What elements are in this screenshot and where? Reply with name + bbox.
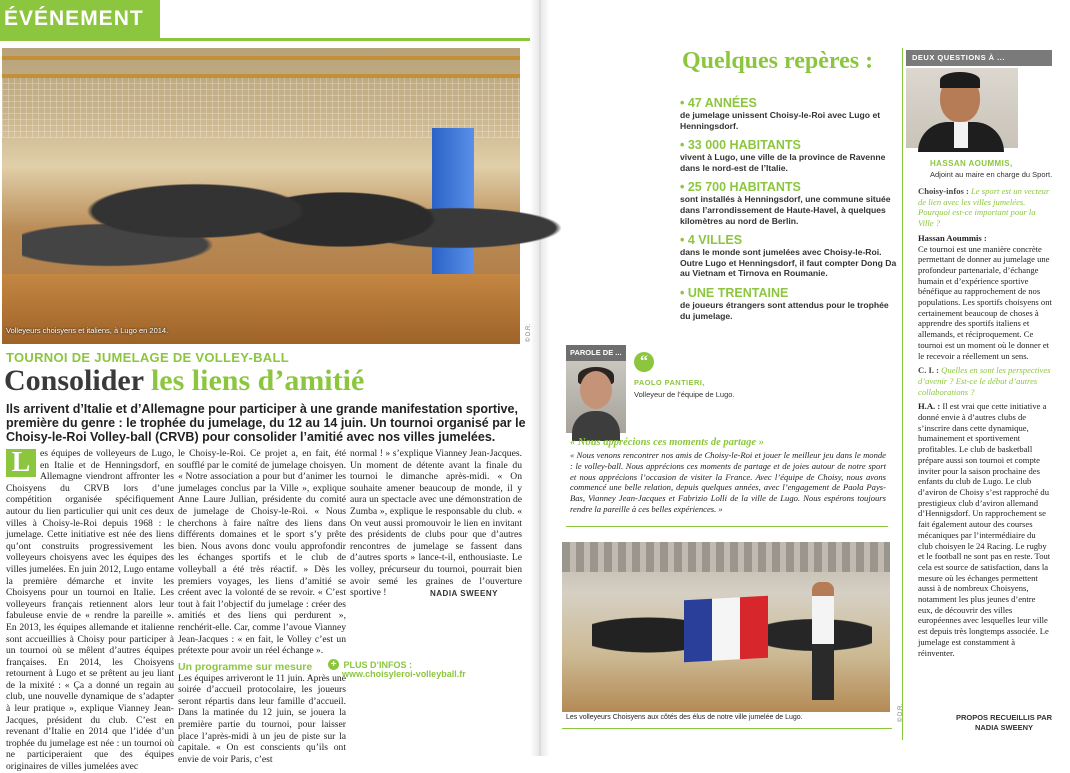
- repere-text: vivent à Lugo, une ville de la province de Ravenne dans le nord-est de l’Italie.: [680, 152, 886, 173]
- headline-dark-part: Consolider: [4, 364, 144, 397]
- quote-icon: “: [634, 352, 654, 372]
- flag-team-photo: [562, 542, 890, 712]
- body-column-3: normal ! » s’explique Vianney Jean-Jacques. Un moment de détente avant la finale du tournoi le dimanche après-midi. « On souhaite amener beaucoup de monde, il y aura un spectacle avec une démonstration de Zumba », explique le responsable du club. « On veut aussi promouvoir le lien en invitant des présidents de clubs pour que d’autres rencontres de jumelage se fassent dans d’autres sports » lance-t-il, enthousiaste. Le volley, précurseur du tournoi, pourrait bien avoir semé les graines de l’ouverture sportive !: [350, 448, 522, 599]
- reperes-title: Quelques repères :: [682, 48, 874, 74]
- question-label: Choisy-infos :: [918, 186, 969, 196]
- body-text-2b: Les équipes arriveront le 11 juin. Après une soirée d’accueil protocolaire, les joueurs seront répartis dans leur famille d’accueil. Dans la matinée du 12 juin, se jouera la première partie du tournoi, pour laisser place l’après-midi à un jeu de piste sur la capitale. « On est conscients qu’ils ont envie de voir Paris, c’est: [178, 672, 346, 765]
- rubric-rule: [0, 38, 540, 41]
- interview-text: [918, 186, 1052, 731]
- article-lead: Ils arrivent d’Italie et d’Allemagne pour participer à une grande manifestation sportive, première du genre : le trophée du jumelage, du 12 au 14 juin. Un tournoi organisé par le Choisy-le-Roi Volley-ball (CRVB) pour consolider l’amitié avec nos villes jumelées.: [6, 402, 526, 444]
- repere-item: [680, 180, 900, 226]
- divider: [562, 728, 892, 729]
- answer-label: Hassan Aoummis :: [918, 232, 987, 243]
- player-role: Volleyeur de l’équipe de Lugo.: [634, 390, 735, 399]
- question-label: C. I. :: [918, 365, 940, 376]
- interviewee-portrait: [906, 68, 1018, 148]
- club-website-link[interactable]: www.choisyleroi-volleyball.fr: [342, 669, 466, 679]
- body-column-2: [178, 448, 346, 765]
- question-1: Le sport est un vecteur de lien avec les villes jumelées. Pourquoi est-ce important pour la Ville ?: [918, 186, 1050, 229]
- quote-headline: « Nous apprécions ces moments de partage »: [570, 437, 764, 448]
- drop-cap: L: [6, 449, 36, 477]
- repere-text: de jumelage unissent Choisy-le-Roi avec Lugo et Henningsdorf.: [680, 110, 881, 131]
- photo-credit: © D.R.: [526, 323, 533, 343]
- answer-label: H.A. :: [918, 401, 941, 412]
- page-gutter: [530, 0, 550, 756]
- photo-credit: © D.R.: [898, 703, 905, 723]
- team-group-photo: [2, 48, 520, 344]
- answer-2: Il est vrai que cette initiative a donné envie à d’autres clubs de s’inscrire dans cette dynamique, humainement et sportivement profitables. Le club de basketball prépare aussi son tournoi et compte inviter pour la saison prochaine des enfants du club de Lugo. Le club d’aviron de Choisy s’est rapproché du prestigieux club d’aviron allemand d’Hennigsdorf. Un rapprochement se fait également autour des courses mécaniques par l’intermédiaire du club choisyen le 24 Racing. Le rugby et le football ne sont pas en reste. Tout cela est source de satisfaction, dans la mesure où les échanges permettent aussi à de nombreux Choisyens, notamment les plus jeunes d’entre eux, de découvrir des villes européennes avec lesquelles leur ville est depuis très longtemps associée. Le jumelage est constamment à réinventer.: [918, 401, 1051, 658]
- repere-figure: • 4 VILLES: [680, 233, 743, 248]
- author-signature: NADIA SWEENY: [430, 589, 498, 598]
- body-text-1: es équipes de volleyeurs de Lugo, en Italie et de Henningsdorf, en Allemagne viendront affronter les Choisyens du CRVB lors d’une compétition organisée spécifiquement autour du lien particulier qui unit ces deux villes à Choisy-le-Roi depuis 1968 : le jumelage. Cette initiative est née des liens qu’ont construits progressivement les volleyeurs choisyens avec les équipes des villes jumelées. En juin 2012, Lugo entame la première démarche et invite les Choisyens pour un tournoi en Italie. Les volleyeurs français retiennent alors leur fabuleuse envie de « rendre la pareille ». En 2013, les équipes allemande et italienne sont accueillies à Choisy pour participer à un tournoi où se mêlent d’autres équipes françaises. En 2014, les Choisyens retournent à Lugo et se prêtent au jeu liant de la mixité : « Ça a donné un regain au club, une nouvelle dynamique de s’adapter à leur pratique », explique Vianney Jean-Jacques, président du club. C’est en revenant d’Italie en 2014 que l’idée d’un trophée du jumelage est née : un tournoi où ne participeraient que des équipes originaires de villes jumelées avec: [6, 448, 174, 773]
- answer-1: Ce tournoi est une manière concrète permettant de donner au jumelage une profondeur partenariale, d’échange humain et d’expérience sportive bénéfique au rapprochement de nos populations. Les sportifs choisyens ont certainement beaucoup de choses à apprendre des sportifs italiens et allemands, et réciproquement. Ce tournoi est un moment où le donner et le recevoir a réellement un sens.: [918, 243, 1052, 361]
- repere-item: [680, 96, 900, 131]
- repere-item: [680, 286, 900, 321]
- player-portrait: [566, 361, 626, 433]
- repere-text: de joueurs étrangers sont attendus pour le trophée du jumelage.: [680, 299, 889, 321]
- repere-figure: • 25 700 HABITANTS: [680, 180, 801, 195]
- repere-figure: • UNE TRENTAINE: [680, 285, 789, 300]
- section-subhead: Un programme sur mesure: [178, 660, 313, 673]
- body-text-2a: le Choisy-le-Roi. Ce projet a, en fait, été soufflé par le comité de jumelage choisyen. « Notre association a pour but d’animer les jumelages conclus par la Ville », explique Anne Laure Jullian, présidente du comité de jumelage de Choisy-le-Roi. « Nous cherchons à faire naître des liens dans différents domaines et le sport s’y prête bien. Nous avons donc voulu approfondir les échanges sportifs et le club de volleyball a été très réactif. » Dès les premiers voyages, les liens d’amitié se créent avec la volonté de se revoir. « C’est tout à fait l’objectif du jumelage : créer des amitiés et des liens qui perdurent », renchérit-elle. Car, comme l’avoue Vianney Jean-Jacques : « en fait, le Volley c’est un prétexte pour avoir un réel échange ».: [178, 448, 346, 657]
- repere-figure: • 47 ANNÉES: [680, 96, 757, 110]
- section-rubric: ÉVÉNEMENT: [0, 0, 160, 38]
- repere-text: dans le monde sont jumelées avec Choisy-le-Roi. Outre Lugo et Henningsdorf, il faut compter Dong Da au Vietnam et Tirnova en Roumanie.: [680, 247, 897, 279]
- repere-item: [680, 233, 900, 279]
- headline-green-part: les liens d’amitié: [150, 364, 365, 397]
- player-name: PAOLO PANTIERI,: [634, 378, 705, 387]
- interview-header: DEUX QUESTIONS À ...: [906, 50, 1052, 66]
- reperes-list: [680, 96, 900, 328]
- parole-header: PAROLE DE ...: [566, 345, 626, 361]
- photo2-caption: Les volleyeurs Choisyens aux côtés des élus de notre ville jumelée de Lugo.: [566, 714, 803, 721]
- repere-text: sont installés à Henningsdorf, une commune située dans l’arrondissement de Haute-Havel, à quelques kilomètres au nord de Berlin.: [680, 194, 891, 226]
- main-photo-caption: Volleyeurs choisyens et italiens, à Lugo en 2014.: [6, 326, 169, 335]
- article-headline: [4, 364, 364, 398]
- question-2: Quelles en sont les perspectives d’avenir ? Est-ce le début d’autres collaborations ?: [918, 365, 1051, 397]
- body-column-1: [6, 447, 174, 773]
- repere-item: [680, 138, 900, 173]
- divider: [566, 526, 888, 527]
- repere-figure: • 33 000 HABITANTS: [680, 138, 801, 153]
- article-kicker: TOURNOI DE JUMELAGE DE VOLLEY-BALL: [6, 350, 289, 365]
- interviewee-role: Adjoint au maire en charge du Sport.: [930, 170, 1053, 179]
- interview-signature: PROPOS RECUEILLIS PAR NADIA SWEENY: [955, 713, 1053, 732]
- interviewee-name: HASSAN AOUMMIS,: [930, 159, 1013, 168]
- quote-text: « Nous venons rencontrer nos amis de Choisy-le-Roi et jouer le meilleur jeu dans le monde : le volley-ball. Nous apprécions ces moments de partage et de joies autour de notre sport et nous apprécions l’occasion de visiter la France. Avec l’équipe de Choisy, nous avons commencé une belle relation, depuis quelques années, avec l’engagement de Paola Pays-Bas, Vianney Jean-Jacques et Fabrizio Lolli de la ville de Lugo. Nous espérons toujours rendre la pareille à ces belles expériences. »: [570, 450, 886, 514]
- french-flag: [684, 596, 768, 662]
- more-info-label: PLUS D’INFOS :: [343, 659, 412, 670]
- plus-icon: +: [328, 659, 339, 670]
